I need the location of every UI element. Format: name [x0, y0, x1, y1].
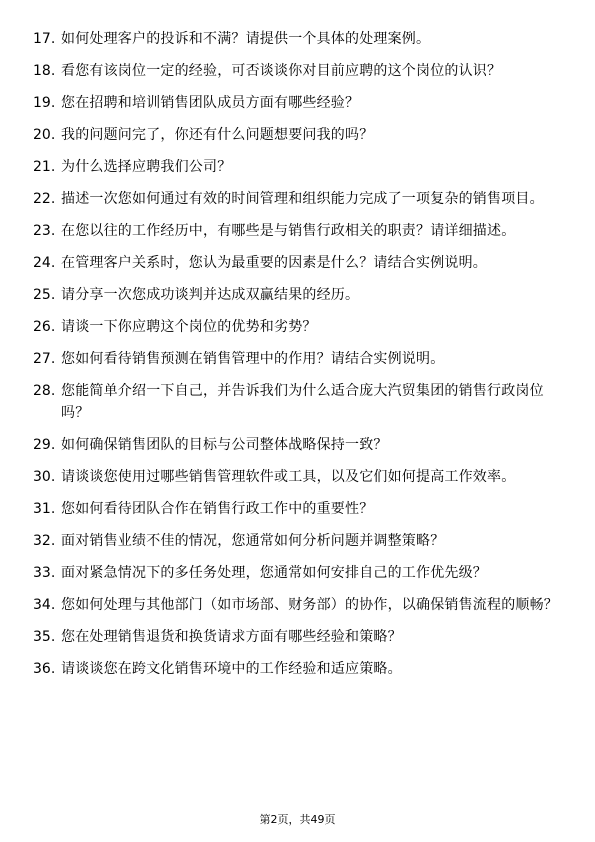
question-text: 您在处理销售退货和换货请求方面有哪些经验和策略？	[61, 629, 402, 645]
question-item	[33, 284, 563, 306]
question-text: 描述一次您如何通过有效的时间管理和组织能力完成了一项复杂的销售项目。	[61, 191, 544, 207]
question-number: 17.	[33, 31, 56, 47]
question-text: 请分享一次您成功谈判并达成双赢结果的经历。	[61, 287, 360, 303]
question-text: 您如何处理与其他部门（如市场部、财务部）的协作，以确保销售流程的顺畅？	[61, 597, 558, 613]
question-text: 看您有该岗位一定的经验，可否谈谈你对目前应聘的这个岗位的认识？	[61, 63, 502, 79]
question-text: 在您以往的工作经历中，有哪些是与销售行政相关的职责？请详细描述。	[61, 223, 516, 239]
question-text: 如何处理客户的投诉和不满？请提供一个具体的处理案例。	[61, 31, 431, 47]
question-number: 31.	[33, 501, 56, 517]
question-text: 面对紧急情况下的多任务处理，您通常如何安排自己的工作优先级？	[61, 565, 487, 581]
question-number: 24.	[33, 255, 56, 271]
question-item	[33, 252, 563, 274]
question-item	[33, 658, 563, 680]
question-text: 我的问题问完了，你还有什么问题想要问我的吗？	[61, 127, 374, 143]
question-text: 您如何看待团队合作在销售行政工作中的重要性？	[61, 501, 374, 517]
question-number: 27.	[33, 351, 56, 367]
question-number: 33.	[33, 565, 56, 581]
question-number: 34.	[33, 597, 56, 613]
question-item	[33, 466, 563, 488]
question-text: 为什么选择应聘我们公司？	[61, 159, 232, 175]
question-item	[33, 124, 563, 146]
question-item	[33, 530, 563, 552]
question-number: 28.	[33, 383, 56, 399]
question-number: 32.	[33, 533, 56, 549]
question-item	[33, 220, 563, 242]
page-footer	[0, 813, 595, 827]
question-text: 请谈一下你应聘这个岗位的优势和劣势？	[61, 319, 317, 335]
question-text: 请谈谈您在跨文化销售环境中的工作经验和适应策略。	[61, 661, 402, 677]
question-number: 36.	[33, 661, 56, 677]
question-number: 19.	[33, 95, 56, 111]
question-item	[33, 434, 563, 456]
question-item	[33, 316, 563, 338]
page-number-label: 第2页，共49页	[259, 813, 336, 826]
question-item	[33, 626, 563, 648]
question-number: 29.	[33, 437, 56, 453]
question-item	[33, 348, 563, 370]
question-text: 您在招聘和培训销售团队成员方面有哪些经验？	[61, 95, 360, 111]
question-list	[33, 28, 563, 690]
question-item	[33, 498, 563, 520]
question-text: 您如何看待销售预测在销售管理中的作用？请结合实例说明。	[61, 351, 445, 367]
question-text: 如何确保销售团队的目标与公司整体战略保持一致？	[61, 437, 388, 453]
question-number: 20.	[33, 127, 56, 143]
question-number: 18.	[33, 63, 56, 79]
question-text: 面对销售业绩不佳的情况，您通常如何分析问题并调整策略？	[61, 533, 445, 549]
question-item	[33, 594, 563, 616]
question-item	[33, 28, 563, 50]
question-text: 在管理客户关系时，您认为最重要的因素是什么？请结合实例说明。	[61, 255, 487, 271]
question-item	[33, 380, 563, 424]
question-number: 35.	[33, 629, 56, 645]
question-number: 21.	[33, 159, 56, 175]
question-number: 22.	[33, 191, 56, 207]
question-text: 请谈谈您使用过哪些销售管理软件或工具，以及它们如何提高工作效率。	[61, 469, 516, 485]
question-number: 30.	[33, 469, 56, 485]
question-number: 23.	[33, 223, 56, 239]
question-number: 25.	[33, 287, 56, 303]
question-item	[33, 188, 563, 210]
question-number: 26.	[33, 319, 56, 335]
question-item	[33, 92, 563, 114]
question-item	[33, 562, 563, 584]
question-item	[33, 156, 563, 178]
question-item	[33, 60, 563, 82]
question-text: 您能简单介绍一下自己，并告诉我们为什么适合庞大汽贸集团的销售行政岗位吗？	[61, 383, 544, 421]
